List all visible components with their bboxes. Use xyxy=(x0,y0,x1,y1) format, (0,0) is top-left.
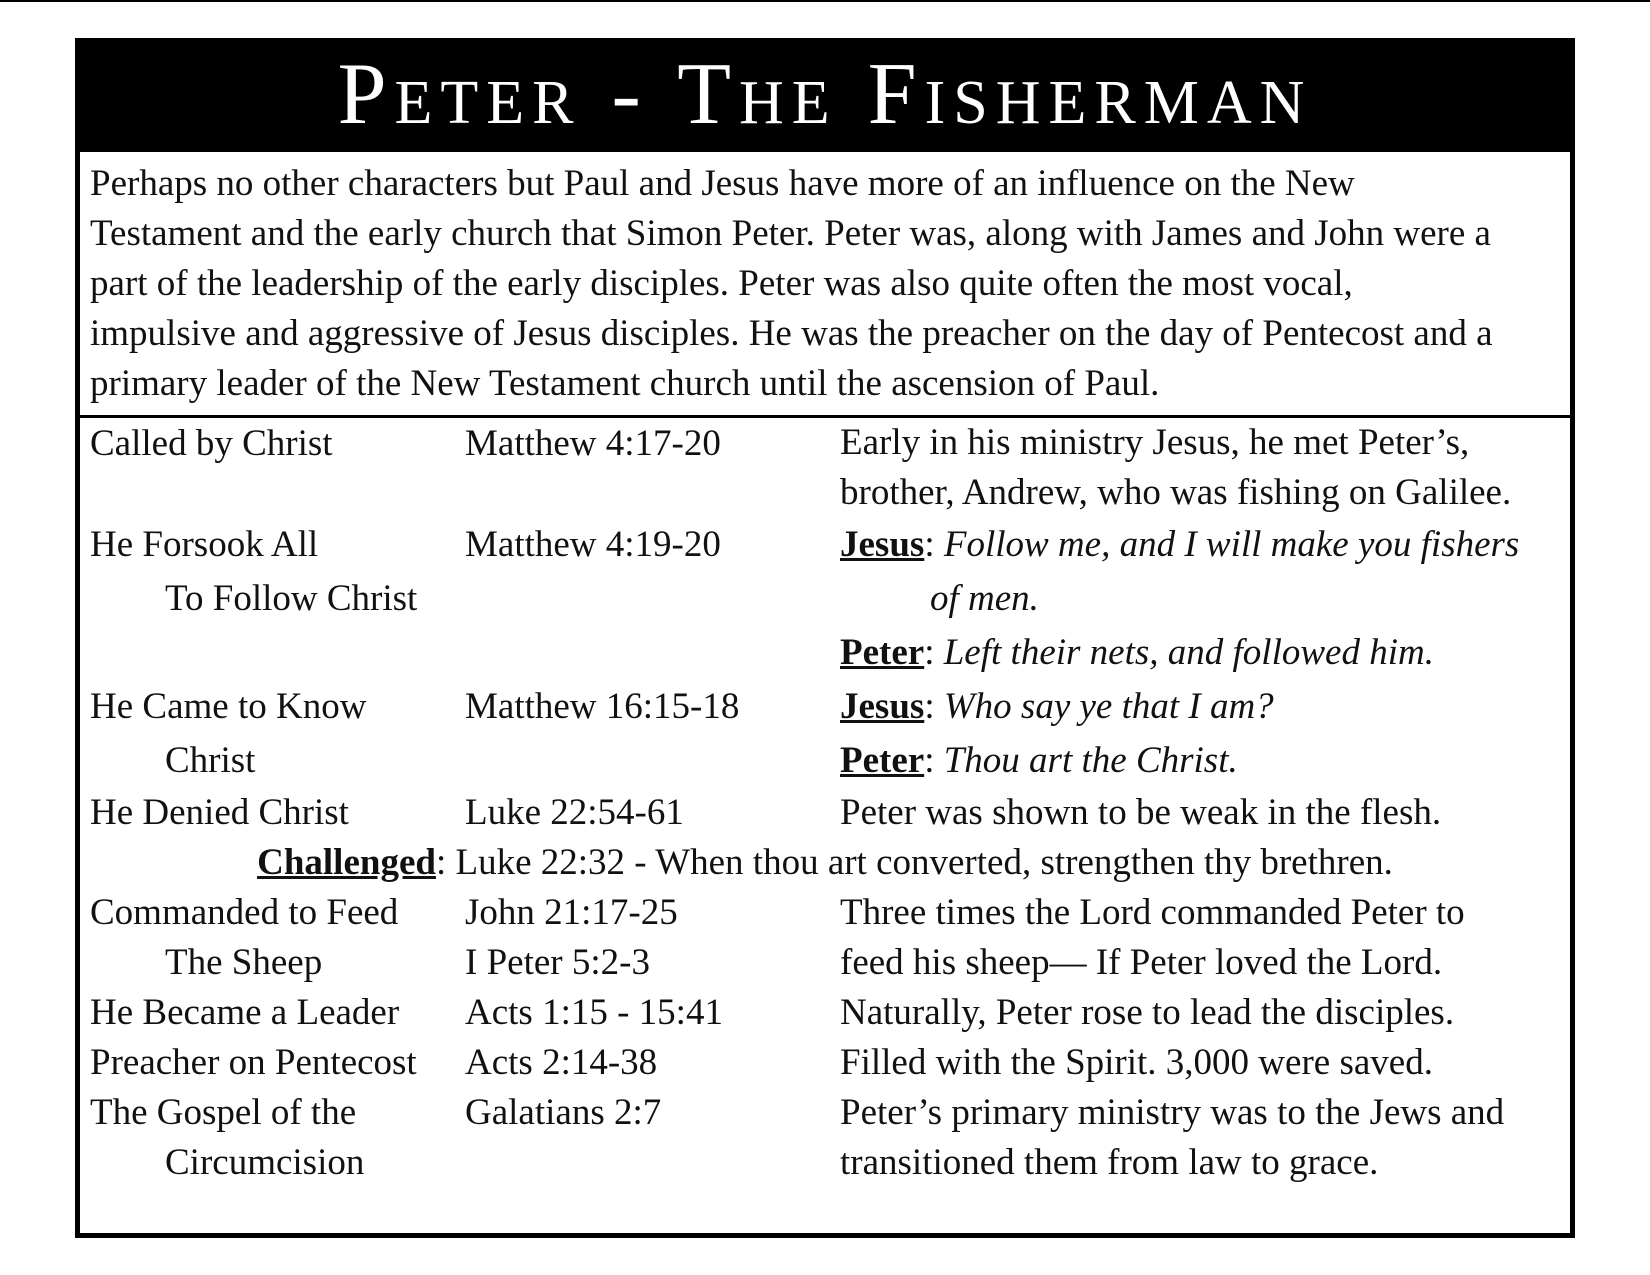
topic-text: Preacher on Pentecost xyxy=(90,1042,417,1083)
topic-text: He Forsook All xyxy=(90,524,319,565)
table-row xyxy=(90,680,1560,788)
speaker-label: Peter xyxy=(840,740,925,781)
reference-cell xyxy=(465,518,721,572)
dialogue-line: Peter: Thou art the Christ. xyxy=(840,740,1238,781)
intro-line: Perhaps no other characters but Paul and Jesus have more of an influence on the New xyxy=(90,163,1355,204)
reference-text: Matthew 4:17-20 xyxy=(465,423,721,464)
intro-line: Testament and the early church that Simon Peter. Peter was, along with James and John were a xyxy=(90,213,1491,254)
table-row xyxy=(90,888,1560,988)
topic-text: Christ xyxy=(165,740,256,781)
table-row xyxy=(90,788,1560,838)
reference-cell xyxy=(465,418,721,470)
topic-cell xyxy=(90,988,399,1038)
topic-cell xyxy=(90,518,417,626)
topic-text: He Came to Know xyxy=(90,686,367,727)
topic-cell xyxy=(90,788,349,838)
reference-text: I Peter 5:2-3 xyxy=(465,942,650,983)
topic-text: He Became a Leader xyxy=(90,992,400,1033)
topic-text: Circumcision xyxy=(165,1142,365,1183)
quote-text: Follow me, and I will make you fishers xyxy=(943,524,1520,565)
quote-text: of men. xyxy=(930,578,1039,619)
reference-cell xyxy=(465,788,684,838)
topic-cell xyxy=(90,418,333,470)
note-text: Early in his ministry Jesus, he met Peter’s, xyxy=(840,422,1470,463)
note-text: Peter was shown to be weak in the flesh. xyxy=(840,792,1442,833)
table-row xyxy=(90,988,1560,1038)
intro-paragraph xyxy=(90,158,1560,408)
table-row xyxy=(90,1088,1560,1188)
note-cell xyxy=(840,418,1511,518)
topic-text: Commanded to Feed xyxy=(90,892,399,933)
topic-cell xyxy=(90,1088,364,1188)
note-cell xyxy=(840,1038,1433,1088)
topic-text: The Sheep xyxy=(165,942,323,983)
document-frame xyxy=(75,38,1575,1238)
reference-cell xyxy=(465,888,678,988)
reference-cell xyxy=(465,1088,661,1138)
reference-text: Acts 2:14-38 xyxy=(465,1042,658,1083)
quote-text: Who say ye that I am? xyxy=(943,686,1274,727)
dialogue-line: Jesus: Follow me, and I will make you fishers xyxy=(840,524,1520,565)
speaker-label: Jesus xyxy=(840,524,925,565)
note-cell xyxy=(840,1088,1504,1188)
challenge-line xyxy=(90,838,1560,888)
reference-text: Luke 22:54-61 xyxy=(465,792,684,833)
topic-text: Called by Christ xyxy=(90,423,333,464)
note-text: feed his sheep— If Peter loved the Lord. xyxy=(840,942,1443,983)
reference-text: Matthew 16:15-18 xyxy=(465,686,740,727)
topic-cell xyxy=(90,680,366,788)
top-rule xyxy=(0,0,1650,2)
intro-line: primary leader of the New Testament church until the ascension of Paul. xyxy=(90,363,1160,404)
topic-text: He Denied Christ xyxy=(90,792,349,833)
speaker-label: Peter xyxy=(840,632,925,673)
content-panel xyxy=(80,152,1570,1233)
note-text: Three times the Lord commanded Peter to xyxy=(840,892,1465,933)
note-text: Naturally, Peter rose to lead the disciples. xyxy=(840,992,1455,1033)
table-row xyxy=(90,518,1560,680)
note-text: transitioned them from law to grace. xyxy=(840,1142,1379,1183)
reference-text: John 21:17-25 xyxy=(465,892,678,933)
quote-text: Left their nets, and followed him. xyxy=(943,632,1434,673)
note-cell xyxy=(840,988,1454,1038)
note-text: Peter’s primary ministry was to the Jews and xyxy=(840,1092,1505,1133)
study-table xyxy=(90,418,1560,1188)
note-cell xyxy=(840,888,1465,988)
note-text: Filled with the Spirit. 3,000 were saved. xyxy=(840,1042,1433,1083)
challenge-label: Challenged xyxy=(257,842,436,883)
topic-text: The Gospel of the xyxy=(90,1092,357,1133)
reference-text: Matthew 4:19-20 xyxy=(465,524,721,565)
table-row xyxy=(90,418,1560,518)
topic-cell xyxy=(90,888,398,988)
reference-cell xyxy=(465,680,739,734)
reference-cell xyxy=(465,988,723,1038)
quote-text: Thou art the Christ. xyxy=(943,740,1238,781)
note-cell xyxy=(840,788,1441,838)
reference-text: Galatians 2:7 xyxy=(465,1092,662,1133)
reference-cell xyxy=(465,1038,657,1088)
reference-text: Acts 1:15 - 15:41 xyxy=(465,992,723,1033)
topic-cell xyxy=(90,1038,417,1088)
intro-line: part of the leadership of the early disciples. Peter was also quite often the most vocal, xyxy=(90,263,1353,304)
dialogue-line: Peter: Left their nets, and followed him. xyxy=(840,632,1434,673)
challenge-text: : Luke 22:32 - When thou art converted, strengthen thy brethren. xyxy=(435,842,1393,883)
note-text: brother, Andrew, who was fishing on Galilee. xyxy=(840,472,1512,513)
dialogue-cell xyxy=(840,518,1519,680)
table-row xyxy=(90,1038,1560,1088)
speaker-label: Jesus xyxy=(840,686,925,727)
dialogue-cell xyxy=(840,680,1274,788)
dialogue-line: Jesus: Who say ye that I am? xyxy=(840,686,1274,727)
intro-line: impulsive and aggressive of Jesus disciples. He was the preacher on the day of Pentecost and a xyxy=(90,313,1493,354)
topic-text: To Follow Christ xyxy=(165,578,418,619)
page-title: Peter - The Fisherman xyxy=(337,46,1313,143)
